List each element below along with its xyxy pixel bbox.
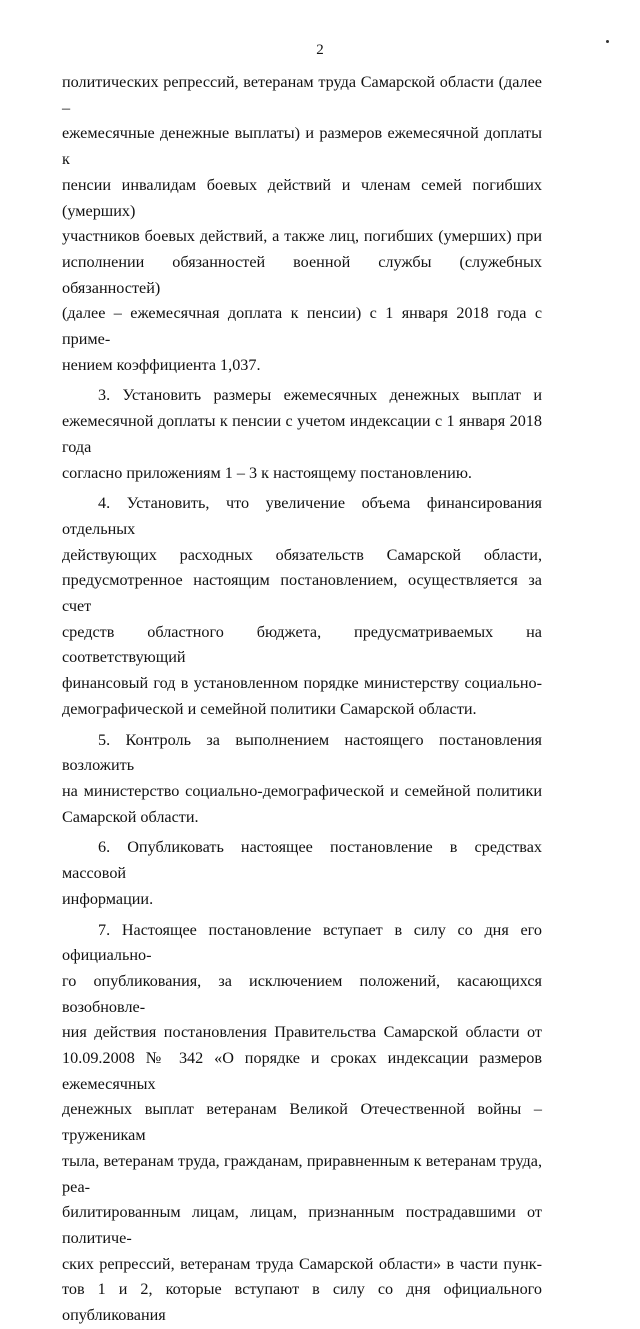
text-line: ежемесячной доплаты к пенсии с учетом индексации с 1 января 2018 года [62,412,542,456]
text-line: го опубликования, за исключением положений, касающихся возобновле- [62,971,542,1016]
page-number: 2 [316,42,324,58]
text-line: пенсии инвалидам боевых действий и членам семей погибших (умерших) [62,175,542,220]
text-line: ских репрессий, ветеранам труда Самарской области» в части пунк- [62,1254,542,1273]
document-body [62,70,542,1329]
paragraph-item-6 [62,835,542,912]
text-line: финансовый год в установленном порядке министерству социально- [62,674,542,693]
paragraph-item-7 [62,918,542,1329]
text-line: тов 1 и 2, которые вступают в силу со дня официального опубликования [62,1280,542,1325]
text-line: согласно приложениям 1 – 3 к настоящему постановлению. [62,463,472,482]
text-line: 6. Опубликовать настоящее постановление в средствах массовой [62,838,542,883]
paragraph-item-4 [62,491,542,722]
paragraph-continuation [62,70,542,378]
text-line: 7. Настоящее постановление вступает в силу со дня его официально- [62,920,542,965]
text-line: на министерство социально-демографической и семейной политики [62,781,542,800]
text-line: исполнении обязанностей военной службы (служебных обязанностей) [62,252,542,297]
text-line: демографической и семейной политики Самарской области. [62,699,477,718]
text-line: нением коэффициента 1,037. [62,355,261,374]
text-line: 5. Контроль за выполнением настоящего постановления возложить [62,730,542,775]
text-line: 4. Установить, что увеличение объема финансирования отдельных [62,494,542,538]
paragraph-item-3 [62,383,542,486]
text-line: информации. [62,889,154,908]
text-line: средств областного бюджета, предусматриваемых на соответствующий [62,622,542,667]
text-line: тыла, ветеранам труда, гражданам, приравненным к ветеранам труда, реа- [62,1151,542,1196]
scan-speck [606,40,609,43]
text-line: участников боевых действий, а также лиц, погибших (умерших) при [62,227,542,246]
text-line: 10.09.2008 № 342 «О порядке и сроках индексации размеров ежемесячных [62,1049,542,1093]
text-line: 3. Установить размеры ежемесячных денежных выплат и [98,386,542,405]
text-line: ния действия постановления Правительства Самарской области от [62,1023,542,1042]
text-line: действующих расходных обязательств Самарской области, [62,545,542,564]
text-line: Самарской области. [62,807,199,826]
text-line: предусмотренное настоящим постановлением, осуществляется за счет [62,571,542,616]
text-line: билитированным лицам, лицам, признанным пострадавшими от политиче- [62,1203,542,1247]
text-line: (далее – ежемесячная доплата к пенсии) с 1 января 2018 года с приме- [62,304,542,349]
text-line: денежных выплат ветеранам Великой Отечественной войны – труженикам [62,1100,542,1145]
text-line: ежемесячные денежные выплаты) и размеров ежемесячной доплаты к [62,124,542,169]
text-line: политических репрессий, ветеранам труда Самарской области (далее – [62,73,542,117]
paragraph-item-5 [62,728,542,831]
